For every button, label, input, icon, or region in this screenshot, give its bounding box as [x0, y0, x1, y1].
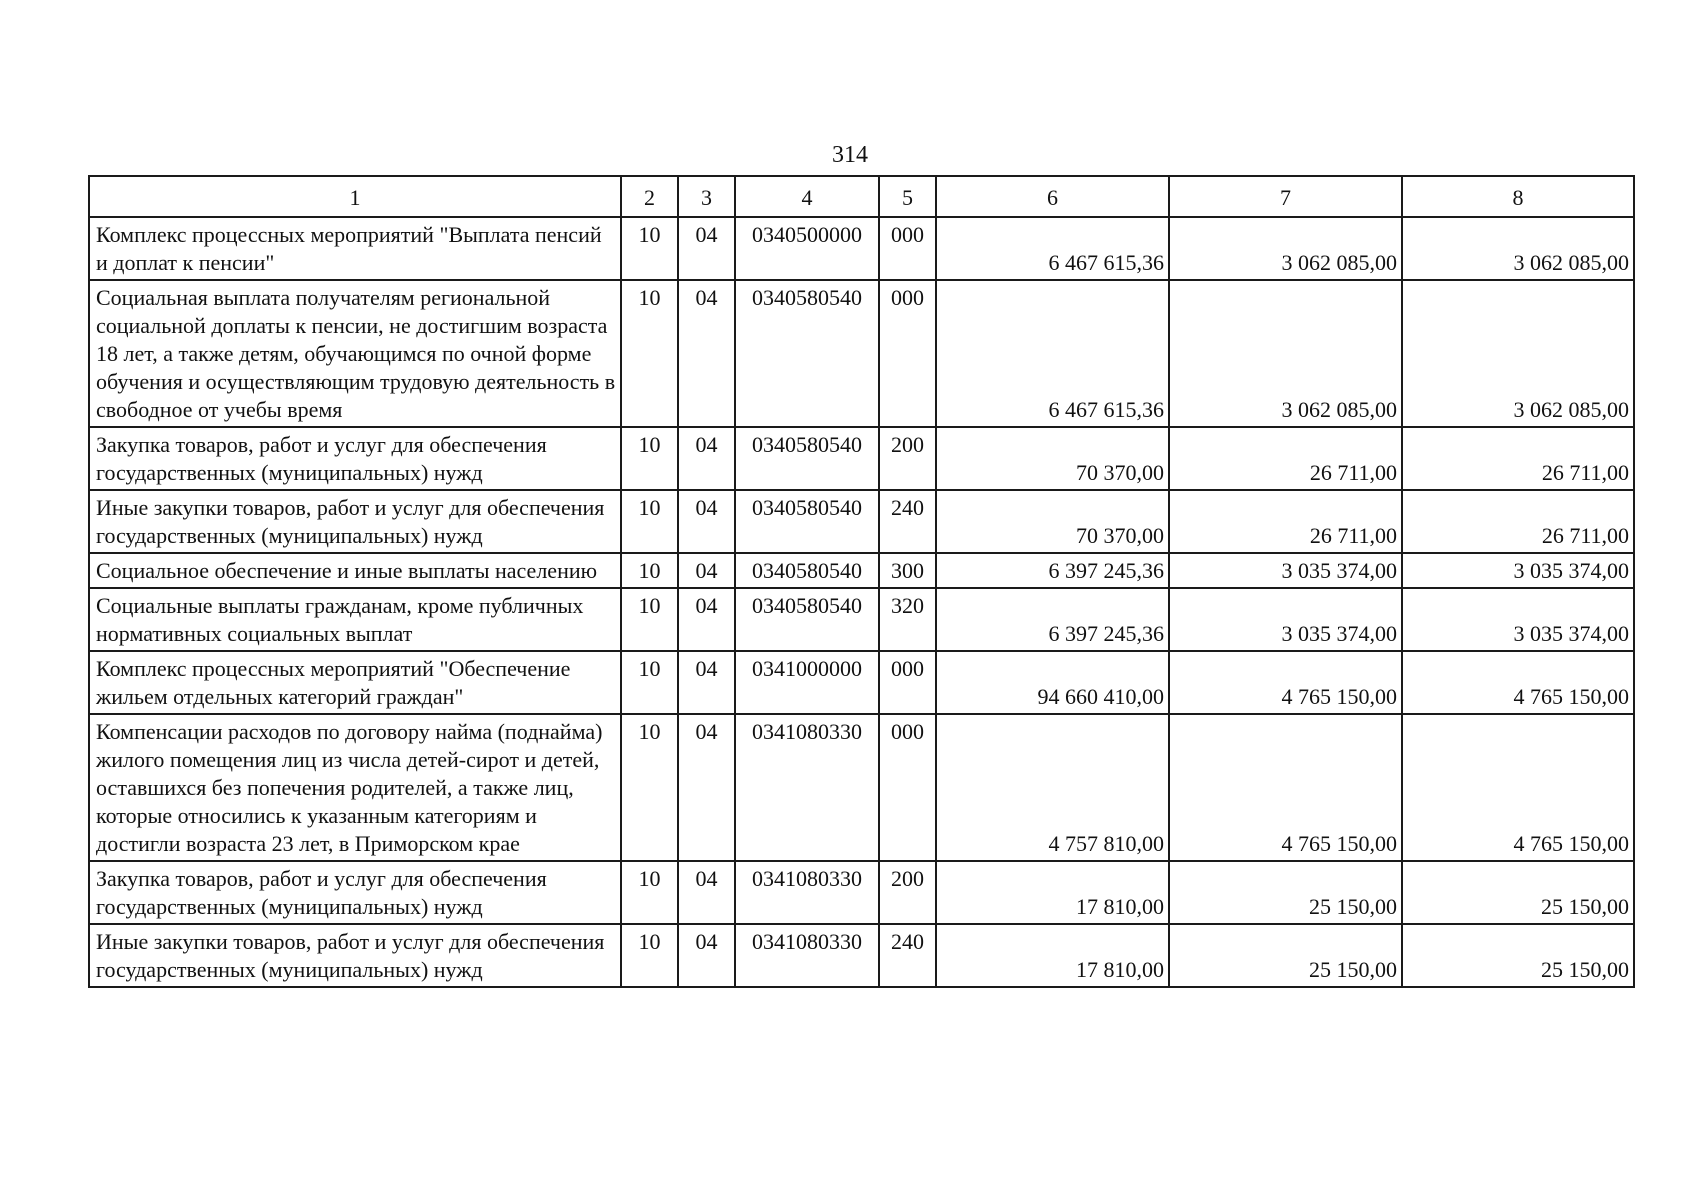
- amount-column-8: 4 765 150,00: [1402, 651, 1634, 714]
- target-article-code: 0340580540: [735, 553, 879, 588]
- row-name: Социальные выплаты гражданам, кроме публичных нормативных социальных выплат: [89, 588, 621, 651]
- table-row: [89, 427, 1634, 490]
- column-header-1: 1: [89, 176, 621, 217]
- amount-column-7: 3 062 085,00: [1169, 280, 1402, 427]
- subsection-code: 04: [678, 427, 735, 490]
- row-name: Комплекс процессных мероприятий "Выплата пенсий и доплат к пенсии": [89, 217, 621, 280]
- amount-column-7: 3 062 085,00: [1169, 217, 1402, 280]
- amount-column-6: 17 810,00: [936, 924, 1169, 987]
- expense-type-code: 240: [879, 924, 936, 987]
- section-code: 10: [621, 490, 678, 553]
- subsection-code: 04: [678, 651, 735, 714]
- subsection-code: 04: [678, 861, 735, 924]
- row-name: Иные закупки товаров, работ и услуг для обеспечения государственных (муниципальных) нужд: [89, 490, 621, 553]
- table-row: [89, 553, 1634, 588]
- target-article-code: 0340580540: [735, 280, 879, 427]
- expense-type-code: 200: [879, 861, 936, 924]
- page-number: 314: [832, 142, 868, 168]
- table-row: [89, 651, 1634, 714]
- table-row: [89, 924, 1634, 987]
- amount-column-6: 94 660 410,00: [936, 651, 1169, 714]
- amount-column-6: 70 370,00: [936, 490, 1169, 553]
- section-code: 10: [621, 714, 678, 861]
- target-article-code: 0340500000: [735, 217, 879, 280]
- column-header-8: 8: [1402, 176, 1634, 217]
- section-code: 10: [621, 217, 678, 280]
- table-row: [89, 217, 1634, 280]
- amount-column-8: 26 711,00: [1402, 490, 1634, 553]
- amount-column-8: 25 150,00: [1402, 861, 1634, 924]
- target-article-code: 0341080330: [735, 924, 879, 987]
- target-article-code: 0340580540: [735, 490, 879, 553]
- subsection-code: 04: [678, 924, 735, 987]
- subsection-code: 04: [678, 714, 735, 861]
- table-row: [89, 280, 1634, 427]
- table-row: [89, 588, 1634, 651]
- amount-column-8: 3 062 085,00: [1402, 280, 1634, 427]
- section-code: 10: [621, 280, 678, 427]
- section-code: 10: [621, 427, 678, 490]
- amount-column-8: 26 711,00: [1402, 427, 1634, 490]
- table-row: [89, 714, 1634, 861]
- amount-column-6: 70 370,00: [936, 427, 1169, 490]
- amount-column-7: 3 035 374,00: [1169, 553, 1402, 588]
- row-name: Социальное обеспечение и иные выплаты населению: [89, 553, 621, 588]
- section-code: 10: [621, 651, 678, 714]
- expense-type-code: 300: [879, 553, 936, 588]
- column-header-3: 3: [678, 176, 735, 217]
- expense-type-code: 000: [879, 714, 936, 861]
- amount-column-7: 26 711,00: [1169, 490, 1402, 553]
- column-header-7: 7: [1169, 176, 1402, 217]
- amount-column-7: 3 035 374,00: [1169, 588, 1402, 651]
- column-header-4: 4: [735, 176, 879, 217]
- section-code: 10: [621, 861, 678, 924]
- amount-column-7: 26 711,00: [1169, 427, 1402, 490]
- subsection-code: 04: [678, 588, 735, 651]
- budget-table: [88, 175, 1635, 988]
- header-row: [89, 176, 1634, 217]
- row-name: Закупка товаров, работ и услуг для обеспечения государственных (муниципальных) нужд: [89, 427, 621, 490]
- amount-column-7: 25 150,00: [1169, 861, 1402, 924]
- target-article-code: 0340580540: [735, 427, 879, 490]
- expense-type-code: 000: [879, 651, 936, 714]
- row-name: Компенсации расходов по договору найма (поднайма) жилого помещения лиц из числа детей-сирот и детей, оставшихся без попечения родителей, а также лиц, которые относились к указанным категориям и достигли возраста 23 лет, в Приморском крае: [89, 714, 621, 861]
- expense-type-code: 000: [879, 280, 936, 427]
- amount-column-7: 4 765 150,00: [1169, 714, 1402, 861]
- expense-type-code: 200: [879, 427, 936, 490]
- row-name: Иные закупки товаров, работ и услуг для обеспечения государственных (муниципальных) нужд: [89, 924, 621, 987]
- column-header-2: 2: [621, 176, 678, 217]
- amount-column-6: 6 397 245,36: [936, 553, 1169, 588]
- amount-column-8: 3 035 374,00: [1402, 588, 1634, 651]
- amount-column-8: 3 062 085,00: [1402, 217, 1634, 280]
- section-code: 10: [621, 588, 678, 651]
- column-header-5: 5: [879, 176, 936, 217]
- target-article-code: 0341000000: [735, 651, 879, 714]
- section-code: 10: [621, 924, 678, 987]
- expense-type-code: 000: [879, 217, 936, 280]
- row-name: Социальная выплата получателям региональной социальной доплаты к пенсии, не достигшим возраста 18 лет, а также детям, обучающимся по очной форме обучения и осуществляющим трудовую деятельность в свободное от учебы время: [89, 280, 621, 427]
- row-name: Закупка товаров, работ и услуг для обеспечения государственных (муниципальных) нужд: [89, 861, 621, 924]
- amount-column-8: 4 765 150,00: [1402, 714, 1634, 861]
- amount-column-8: 3 035 374,00: [1402, 553, 1634, 588]
- expense-type-code: 320: [879, 588, 936, 651]
- amount-column-6: 4 757 810,00: [936, 714, 1169, 861]
- subsection-code: 04: [678, 217, 735, 280]
- expense-type-code: 240: [879, 490, 936, 553]
- subsection-code: 04: [678, 280, 735, 427]
- row-name: Комплекс процессных мероприятий "Обеспечение жильем отдельных категорий граждан": [89, 651, 621, 714]
- subsection-code: 04: [678, 553, 735, 588]
- amount-column-6: 17 810,00: [936, 861, 1169, 924]
- target-article-code: 0341080330: [735, 714, 879, 861]
- table-row: [89, 490, 1634, 553]
- section-code: 10: [621, 553, 678, 588]
- amount-column-6: 6 397 245,36: [936, 588, 1169, 651]
- target-article-code: 0341080330: [735, 861, 879, 924]
- amount-column-6: 6 467 615,36: [936, 280, 1169, 427]
- table-row: [89, 861, 1634, 924]
- amount-column-8: 25 150,00: [1402, 924, 1634, 987]
- amount-column-6: 6 467 615,36: [936, 217, 1169, 280]
- amount-column-7: 25 150,00: [1169, 924, 1402, 987]
- subsection-code: 04: [678, 490, 735, 553]
- target-article-code: 0340580540: [735, 588, 879, 651]
- amount-column-7: 4 765 150,00: [1169, 651, 1402, 714]
- column-header-6: 6: [936, 176, 1169, 217]
